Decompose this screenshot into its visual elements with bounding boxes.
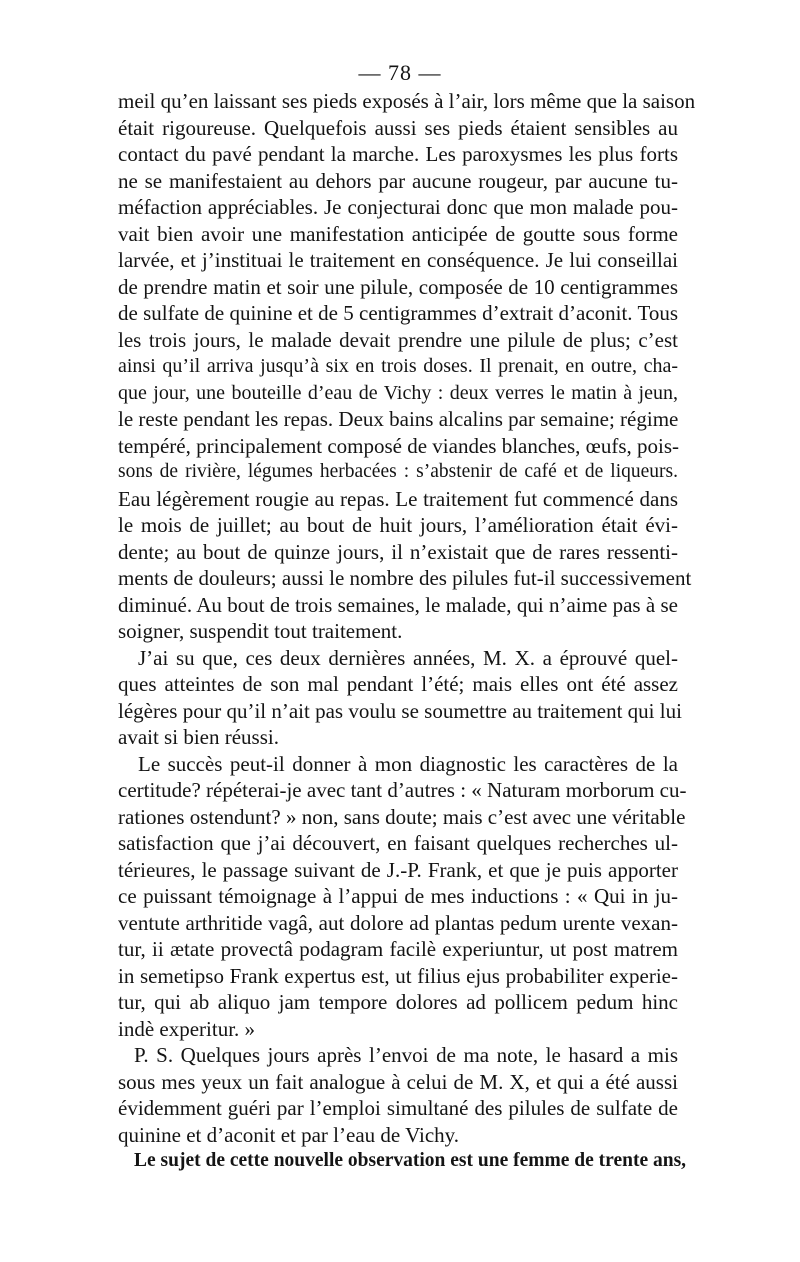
text-line: vait bien avoir une manifestation anticipée de goutte sous forme — [118, 221, 678, 246]
text-line: dente; au bout de quinze jours, il n’existait que de rares ressenti- — [118, 539, 678, 564]
text-line: était rigoureuse. Quelquefois aussi ses pieds étaient sensibles au — [118, 115, 678, 140]
latin-quote-line: ventute arthritide vagâ, aut dolore ad plantas pedum urente vexan- — [118, 910, 678, 935]
latin-quote-line: tur, ii ætate provectâ podagram facilè experiuntur, ut post matrem — [118, 937, 678, 961]
paragraph-end-line: avait si bien réussi. — [118, 725, 279, 749]
text-line: larvée, et j’instituai le traitement en conséquence. Je lui conseillai — [118, 248, 678, 272]
latin-quote-line: in semetipso Frank expertus est, ut filius ejus probabiliter experie- — [118, 963, 678, 988]
text-line: de sulfate de quinine et de 5 centigrammes d’extrait d’aconit. Tous — [118, 301, 678, 325]
text-line: diminué. Au bout de trois semaines, le malade, qui n’aime pas à se — [118, 592, 678, 617]
text-line: Eau légèrement rougie au repas. Le traitement fut commencé dans — [118, 486, 678, 511]
paragraph-start-line: J’ai su que, ces deux dernières années, M. X. a éprouvé quel- — [138, 645, 678, 670]
text-line: ainsi qu’il arriva jusqu’à six en trois doses. Il prenait, en outre, cha- — [118, 355, 678, 377]
text-line: ne se manifestaient au dehors par aucune rougeur, par aucune tu- — [118, 168, 678, 193]
text-line: contact du pavé pendant la marche. Les paroxysmes les plus forts — [118, 142, 678, 166]
text-line: meil qu’en laissant ses pieds exposés à l’air, lors même que la saison — [118, 89, 696, 113]
text-line: évidemment guéri par l’emploi simultané des pilules de sulfate de — [118, 1096, 678, 1120]
paragraph-start-line: Le sujet de cette nouvelle observation est une femme de trente ans, — [134, 1150, 687, 1171]
text-line: ments de douleurs; aussi le nombre des pilules fut-il successivement — [118, 566, 692, 590]
paragraph-end-line: quinine et d’aconit et par l’eau de Vichy. — [118, 1122, 460, 1147]
paragraph-end-line: indè experitur. » — [118, 1016, 256, 1041]
body-text — [118, 88, 696, 1175]
text-line: le reste pendant les repas. Deux bains alcalins par semaine; régime — [118, 407, 679, 431]
text-line: ce puissant témoignage à l’appui de mes inductions : « Qui in ju- — [118, 884, 678, 908]
page-number: — 78 — — [358, 60, 442, 85]
text-line: méfaction appréciables. Je conjecturai donc que mon malade pou- — [118, 195, 678, 219]
text-line: sons de rivière, légumes herbacées : s’abstenir de café et de liqueurs. — [118, 461, 678, 482]
text-line: tempéré, principalement composé de viandes blanches, œufs, pois- — [118, 433, 679, 458]
text-line: sous mes yeux un fait analogue à celui de M. X, et qui a été aussi — [118, 1069, 678, 1094]
text-line: rationes ostendunt? » non, sans doute; mais c’est avec une véritable — [118, 804, 686, 829]
text-line: térieures, le passage suivant de J.-P. Frank, et que je puis apporter — [118, 857, 678, 882]
text-line: ques atteintes de son mal pendant l’été; mais elles ont été assez — [118, 672, 678, 696]
text-line: certitude? répéterai-je avec tant d’autres : « Naturam morborum cu- — [118, 778, 687, 802]
text-line: de prendre matin et soir une pilule, composée de 10 centigrammes — [118, 274, 678, 299]
postscript-line: P. S. Quelques jours après l’envoi de ma note, le hasard a mis — [134, 1043, 678, 1067]
text-line: que jour, une bouteille d’eau de Vichy : deux verres le matin à jeun, — [118, 381, 678, 404]
text-line: le mois de juillet; au bout de huit jours, l’amélioration était évi- — [118, 513, 678, 537]
text-line: les trois jours, le malade devait prendre une pilule de plus; c’est — [118, 327, 678, 352]
paragraph-end-line: soigner, suspendit tout traitement. — [118, 619, 403, 643]
paragraph-start-line: Le succès peut-il donner à mon diagnostic les caractères de la — [138, 751, 678, 776]
text-line: satisfaction que j’ai découvert, en faisant quelques recherches ul- — [118, 831, 678, 855]
text-line: légères pour qu’il n’ait pas voulu se soumettre au traitement qui lui — [118, 698, 682, 723]
latin-quote-line: tur, qui ab aliquo jam tempore dolores ad pollicem pedum hinc — [118, 990, 678, 1014]
